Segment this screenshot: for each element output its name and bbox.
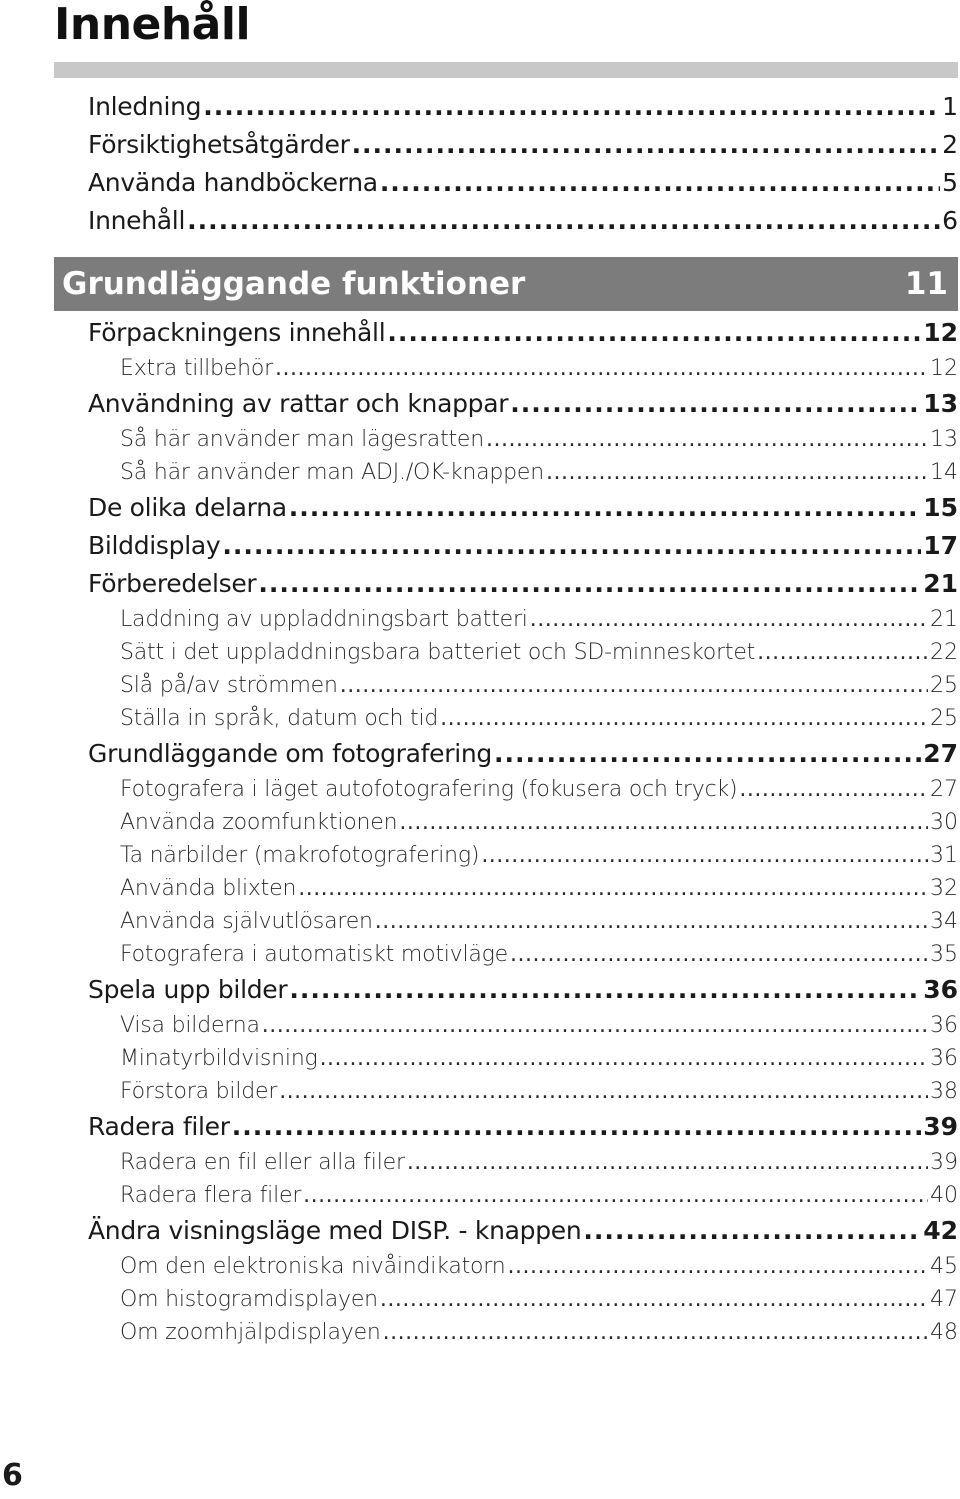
toc-entry-page: 40 xyxy=(930,1183,958,1208)
toc-entry-page: 17 xyxy=(923,531,958,560)
dot-leader xyxy=(258,565,921,603)
toc-subentry[interactable] xyxy=(88,603,958,636)
toc-entry-label: Inledning xyxy=(88,92,202,121)
toc-entry-label: Om histogramdisplayen xyxy=(120,1287,378,1312)
toc-entry[interactable] xyxy=(88,202,958,240)
toc-entry-label: Radera filer xyxy=(88,1112,230,1141)
toc-entry[interactable] xyxy=(88,1108,958,1146)
dot-leader xyxy=(494,735,921,773)
toc-entry-label: Fotografera i automatiskt motivläge xyxy=(120,942,509,967)
toc-entry-page: 47 xyxy=(930,1287,958,1312)
toc-subentry[interactable] xyxy=(88,456,958,489)
toc-entry-label: Innehåll xyxy=(88,206,186,235)
toc-entry-label: Förpackningens innehåll xyxy=(88,318,386,347)
dot-leader xyxy=(546,456,928,489)
toc-entry-label: Så här använder man lägesratten xyxy=(120,427,485,452)
toc-subentry[interactable] xyxy=(88,1009,958,1042)
toc-entry-label: Ta närbilder (makrofotografering) xyxy=(120,843,480,868)
toc-subentry[interactable] xyxy=(88,773,958,806)
toc-entry-page: 36 xyxy=(930,1046,958,1071)
dot-leader xyxy=(583,1212,921,1250)
toc-entry[interactable] xyxy=(88,527,958,565)
dot-leader xyxy=(508,1250,928,1283)
toc-entry-page: 36 xyxy=(923,975,958,1004)
toc-entry[interactable] xyxy=(88,565,958,603)
toc-entry-page: 1 xyxy=(942,92,958,121)
toc-entry-page: 39 xyxy=(930,1150,958,1175)
toc-subentry[interactable] xyxy=(88,1146,958,1179)
toc-entry[interactable] xyxy=(88,489,958,527)
toc-entries xyxy=(88,314,958,1349)
toc-entry[interactable] xyxy=(88,735,958,773)
toc-subentry[interactable] xyxy=(88,905,958,938)
toc-entry-label: Slå på/av strömmen xyxy=(120,673,338,698)
toc-subentry[interactable] xyxy=(88,352,958,385)
toc-intro xyxy=(88,88,958,240)
dot-leader xyxy=(232,1108,922,1146)
toc-entry-page: 34 xyxy=(930,909,958,934)
toc-entry-label: Grundläggande om fotografering xyxy=(88,739,492,768)
page-number: 6 xyxy=(2,1458,23,1493)
toc-entry-page: 25 xyxy=(930,706,958,731)
dot-leader xyxy=(399,806,928,839)
dot-leader xyxy=(375,905,928,938)
dot-leader xyxy=(757,636,928,669)
toc-entry-page: 27 xyxy=(923,739,958,768)
dot-leader xyxy=(203,88,940,126)
dot-leader xyxy=(380,1283,928,1316)
dot-leader xyxy=(510,938,928,971)
toc-entry[interactable] xyxy=(88,314,958,352)
dot-leader xyxy=(387,314,921,352)
toc-subentry[interactable] xyxy=(88,1250,958,1283)
toc-entry-page: 21 xyxy=(923,569,958,598)
toc-entry[interactable] xyxy=(88,385,958,423)
toc-entry-label: Använda självutlösaren xyxy=(120,909,373,934)
toc-entry-label: Använda blixten xyxy=(120,876,297,901)
toc-entry[interactable] xyxy=(88,971,958,1009)
toc-subentry[interactable] xyxy=(88,669,958,702)
dot-leader xyxy=(289,489,921,527)
toc-entry-page: 12 xyxy=(923,318,958,347)
dot-leader xyxy=(486,423,928,456)
dot-leader xyxy=(303,1179,928,1212)
toc-entry-page: 12 xyxy=(930,356,958,381)
toc-entry-label: Använda handböckerna xyxy=(88,168,378,197)
dot-leader xyxy=(222,527,921,565)
toc-entry-label: Radera en fil eller alla filer xyxy=(120,1150,405,1175)
toc-subentry[interactable] xyxy=(88,806,958,839)
toc-entry-label: Användning av rattar och knappar xyxy=(88,389,509,418)
toc-entry[interactable] xyxy=(88,126,958,164)
toc-entry-label: Ställa in språk, datum och tid xyxy=(120,706,439,731)
toc-subentry[interactable] xyxy=(88,423,958,456)
toc-entry-page: 21 xyxy=(930,607,958,632)
toc-subentry[interactable] xyxy=(88,1179,958,1212)
section-title: Grundläggande funktioner xyxy=(62,266,526,302)
toc-entry-label: Försiktighetsåtgärder xyxy=(88,130,350,159)
toc-entry-label: Radera flera filer xyxy=(120,1183,302,1208)
title-rule xyxy=(54,62,958,78)
dot-leader xyxy=(320,1042,928,1075)
dot-leader xyxy=(481,839,928,872)
dot-leader xyxy=(262,1009,928,1042)
toc-entry-page: 39 xyxy=(923,1112,958,1141)
toc-entry-page: 48 xyxy=(930,1320,958,1345)
dot-leader xyxy=(510,385,921,423)
toc-entry-label: Så här använder man ADJ./OK-knappen xyxy=(120,460,544,485)
toc-entry[interactable] xyxy=(88,164,958,202)
toc-subentry[interactable] xyxy=(88,1075,958,1108)
toc-entry-page: 27 xyxy=(930,777,958,802)
toc-entry-page: 31 xyxy=(930,843,958,868)
toc-entry-page: 2 xyxy=(942,130,958,159)
toc-entry-label: Om zoomhjälpdisplayen xyxy=(120,1320,381,1345)
dot-leader xyxy=(380,164,940,202)
dot-leader xyxy=(340,669,928,702)
toc-entry-page: 14 xyxy=(930,460,958,485)
page-title: Innehåll xyxy=(54,0,251,50)
toc-entry-page: 30 xyxy=(930,810,958,835)
toc-entry-page: 5 xyxy=(942,168,958,197)
dot-leader xyxy=(298,872,928,905)
toc-entry-page: 32 xyxy=(930,876,958,901)
toc-subentry[interactable] xyxy=(88,872,958,905)
section-page: 11 xyxy=(904,266,948,302)
toc-entry-label: Använda zoomfunktionen xyxy=(120,810,398,835)
dot-leader xyxy=(187,202,940,240)
dot-leader xyxy=(383,1316,928,1349)
toc-entry-page: 38 xyxy=(930,1079,958,1104)
toc-subentry[interactable] xyxy=(88,1283,958,1316)
toc-entry-page: 42 xyxy=(923,1216,958,1245)
toc-entry-page: 25 xyxy=(930,673,958,698)
toc-entry-page: 13 xyxy=(923,389,958,418)
toc-subentry[interactable] xyxy=(88,1042,958,1075)
dot-leader xyxy=(352,126,941,164)
dot-leader xyxy=(407,1146,928,1179)
toc-subentry[interactable] xyxy=(88,1316,958,1349)
dot-leader xyxy=(279,1075,928,1108)
toc-entry-label: Om den elektroniska nivåindikatorn xyxy=(120,1254,506,1279)
toc-entry-label: Ändra visningsläge med DISP. - knappen xyxy=(88,1216,582,1245)
toc-entry-label: Bilddisplay xyxy=(88,531,221,560)
toc-entry-page: 15 xyxy=(923,493,958,522)
dot-leader xyxy=(440,702,928,735)
toc-entry-page: 45 xyxy=(930,1254,958,1279)
toc-entry[interactable] xyxy=(88,1212,958,1250)
toc-entry-page: 6 xyxy=(942,206,958,235)
toc-subentry[interactable] xyxy=(88,839,958,872)
toc-subentry[interactable] xyxy=(88,702,958,735)
toc-entry-page: 13 xyxy=(930,427,958,452)
toc-entry-label: Visa bilderna xyxy=(120,1013,260,1038)
toc-entry-label: Förstora bilder xyxy=(120,1079,278,1104)
toc-entry-label: Fotografera i läget autofotografering (fokusera och tryck) xyxy=(120,777,738,802)
toc-entry-label: Förberedelser xyxy=(88,569,257,598)
dot-leader xyxy=(530,603,928,636)
section-header[interactable] xyxy=(54,257,958,311)
toc-entry-label: Minatyrbildvisning xyxy=(120,1046,318,1071)
toc-subentry[interactable] xyxy=(88,938,958,971)
toc-subentry[interactable] xyxy=(88,636,958,669)
toc-entry-page: 22 xyxy=(930,640,958,665)
toc-entry[interactable] xyxy=(88,88,958,126)
toc-entry-page: 36 xyxy=(930,1013,958,1038)
toc-entry-label: Spela upp bilder xyxy=(88,975,288,1004)
dot-leader xyxy=(289,971,921,1009)
toc-entry-label: Laddning av uppladdningsbart batteri xyxy=(120,607,528,632)
toc-entry-label: Sätt i det uppladdningsbara batteriet och SD-minneskortet xyxy=(120,640,756,665)
toc-entry-page: 35 xyxy=(930,942,958,967)
toc-entry-label: De olika delarna xyxy=(88,493,287,522)
dot-leader xyxy=(739,773,928,806)
toc-entry-label: Extra tillbehör xyxy=(120,356,273,381)
dot-leader xyxy=(275,352,928,385)
